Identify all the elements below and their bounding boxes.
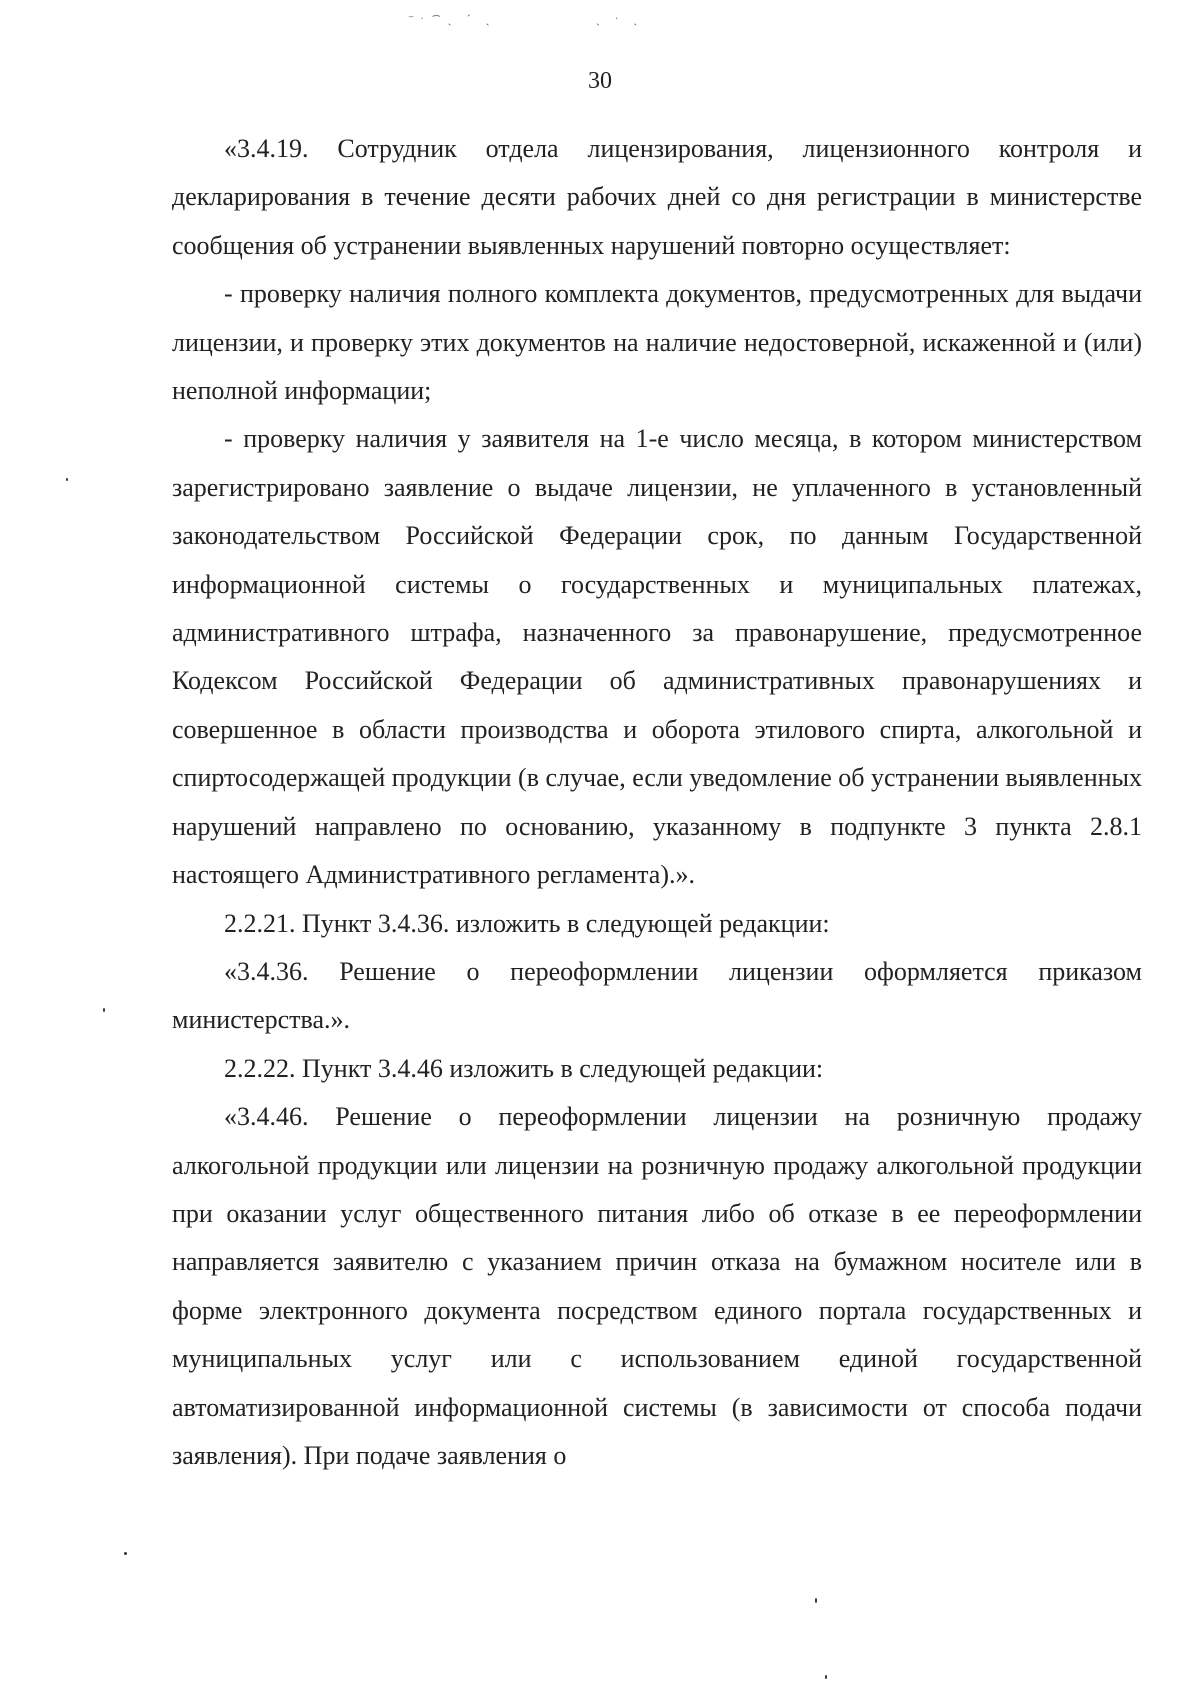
scan-speck: [815, 1598, 817, 1603]
scan-artifact-left: ⁻ˑ ͡ ˏ ´ ˏ: [408, 12, 496, 26]
scan-speck: [124, 1552, 127, 1555]
page-number: 30: [588, 68, 612, 94]
scan-speck: [825, 1675, 827, 1679]
scan-speck: [66, 478, 68, 481]
paragraph-2-2-21: 2.2.21. Пункт 3.4.36. изложить в следующей редакции:: [224, 908, 830, 938]
scan-speck: [103, 1008, 105, 1012]
paragraph-2-2-22: 2.2.22. Пункт 3.4.46 изложить в следующей редакции:: [224, 1053, 824, 1083]
paragraph-bullet-fine-check: - проверку наличия у заявителя на 1-е число месяца, в котором министерством зарегистрировано заявление о выдаче лицензии, не уплаченного в установленный законодательством Российской Федерации срок, по данным Государственной информационной системы о государственных и муниципальных платежах, административного штрафа, назначенного за правонарушение, предусмотренное Кодексом Российской Федерации об административных правонарушениях и совершенное в области производства и оборота этилового спирта, алкогольной и спиртосодержащей продукции (в случае, если уведомление об устранении выявленных нарушений направлено по основанию, указанному в подпункте 3 пункта 2.8.1 настоящего Административного регламента).».: [172, 424, 1142, 890]
scan-artifact-right: ˎ ˑ ˏ: [596, 12, 644, 26]
paragraph-3-4-19: «3.4.19. Сотрудник отдела лицензирования, лицензионного контроля и декларирования в течение десяти рабочих дней со дня регистрации в министерстве сообщения об устранении выявленных нарушений повторно осуществляет:: [172, 134, 1142, 260]
paragraph-bullet-documents-check: - проверку наличия полного комплекта документов, предусмотренных для выдачи лицензии, и проверку этих документов на наличие недостоверной, искаженной и (или) неполной информации;: [172, 279, 1142, 406]
document-body: [172, 125, 1142, 1480]
paragraph-3-4-36: «3.4.36. Решение о переоформлении лицензии оформляется приказом министерства.».: [172, 956, 1142, 1035]
paragraph-3-4-46: «3.4.46. Решение о переоформлении лицензии на розничную продажу алкогольной продукции или лицензии на розничную продажу алкогольной продукции при оказании услуг общественного питания либо об отказе в ее переоформлении направляется заявителю с указанием причин отказа на бумажном носителе или в форме электронного документа посредством единого портала государственных и муниципальных услуг или с использованием единой государственной автоматизированной информационной системы (в зависимости от способа подачи заявления). При подаче заявления о: [172, 1102, 1142, 1470]
